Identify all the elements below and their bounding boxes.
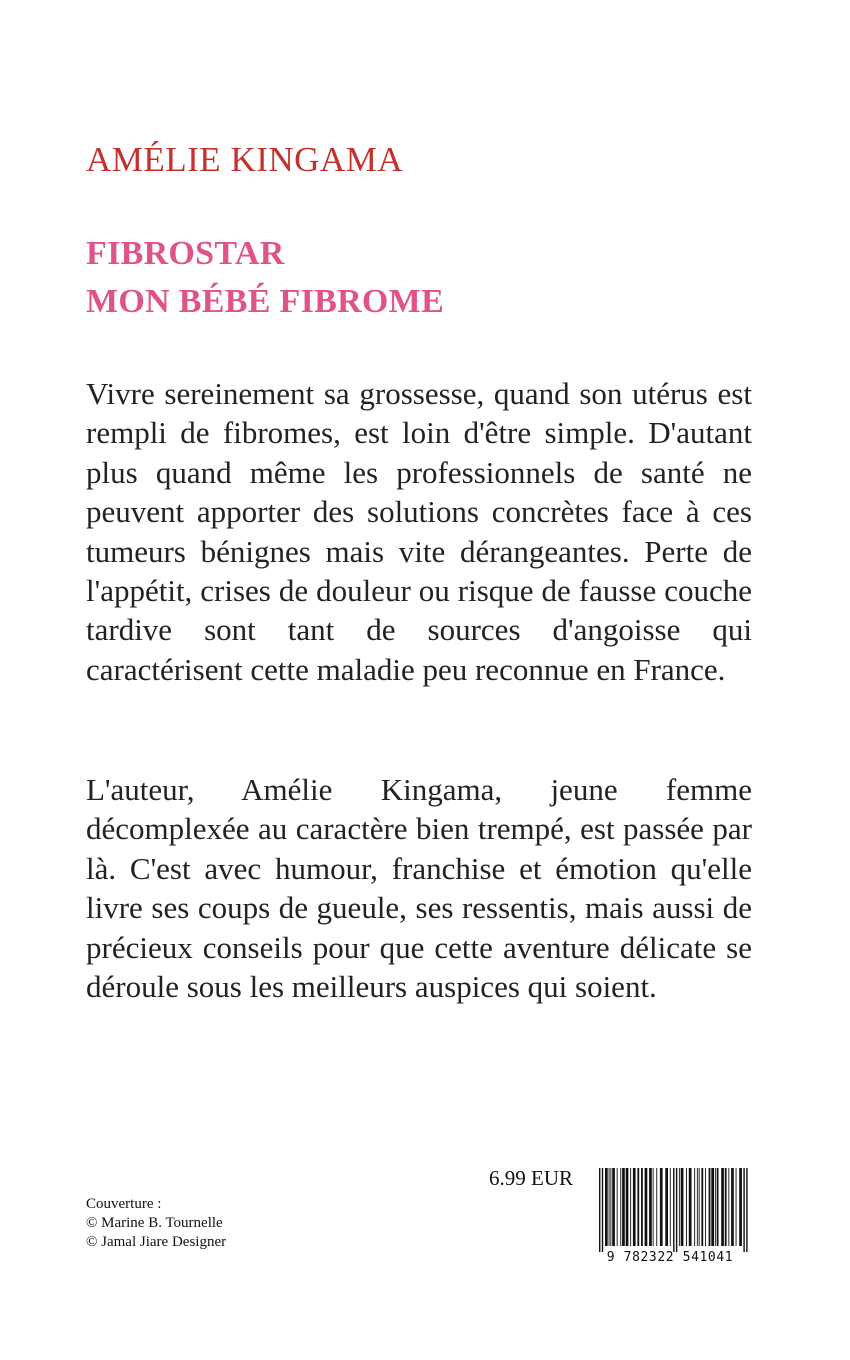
barcode-bar — [609, 1168, 610, 1246]
barcode-bar — [612, 1168, 615, 1246]
blurb-paragraph-2: L'auteur, Amélie Kingama, jeune femme décomplexée au caractère bien trempé, est passée par là. C'est avec humour, franchise et émotion qu'elle livre ses coups de gueule, ses ressentis, mais aussi de précieux conseils pour que cette aventure délicate se déroule sous les meilleurs auspices qui soient. — [86, 772, 752, 1005]
barcode-bar — [701, 1168, 703, 1246]
barcode-bar — [676, 1168, 677, 1252]
barcode-bar — [731, 1168, 734, 1246]
barcode-bar — [699, 1168, 700, 1246]
blurb-paragraph-1: Vivre sereinement sa grossesse, quand son utérus est rempli de fibromes, est loin d'être simple. D'autant plus quand même les professionnels de santé ne peuvent apporter des solutions concrètes face à ces tumeurs bénignes mais vite dérangeantes. Perte de l'appétit, crises de douleur ou risque de fausse couche tardive sont tant de sources d'angoisse qui caractérisent cette maladie peu reconnue en France. — [86, 376, 752, 687]
barcode-bar — [673, 1168, 674, 1252]
barcode-bar — [694, 1168, 695, 1246]
barcode-bar — [728, 1168, 729, 1246]
barcode-bar — [602, 1168, 603, 1252]
barcode-bar — [705, 1168, 706, 1246]
author-name: AMÉLIE KINGAMA — [86, 140, 404, 179]
barcode-bar — [681, 1168, 684, 1246]
barcode-bar — [660, 1168, 663, 1246]
barcode-bar — [620, 1168, 621, 1246]
barcode-bar — [686, 1168, 687, 1246]
book-title-line-2: MON BÉBÉ FIBROME — [86, 283, 445, 320]
barcode-bar — [717, 1168, 719, 1246]
barcode-graphic — [585, 1166, 755, 1264]
barcode-bar — [617, 1168, 618, 1246]
barcode-bar — [626, 1168, 629, 1246]
barcode-bar — [645, 1168, 648, 1246]
barcode-bar — [739, 1168, 742, 1246]
barcode-bar — [711, 1168, 714, 1246]
barcode-bar — [649, 1168, 652, 1246]
barcode-bar — [736, 1168, 737, 1246]
barcode-bar — [689, 1168, 692, 1246]
credit-line-2: © Jamal Jiare Designer — [86, 1234, 227, 1250]
isbn-digits: 9 782322 541041 — [606, 1250, 734, 1264]
barcode-bar — [641, 1168, 643, 1246]
barcode-bar — [656, 1168, 657, 1246]
barcode-bar — [743, 1168, 744, 1252]
barcode-bar — [653, 1168, 654, 1246]
barcode-bar — [725, 1168, 727, 1246]
barcode-bar — [665, 1168, 668, 1246]
barcode-bar — [637, 1168, 639, 1246]
price-label: 6.99 EUR — [489, 1166, 573, 1190]
barcode-bar — [599, 1168, 600, 1252]
book-title-line-1: FIBROSTAR — [86, 235, 285, 272]
isbn-barcode-icon — [585, 1166, 755, 1264]
barcode-bars — [599, 1168, 748, 1252]
barcode-bar — [605, 1168, 608, 1246]
barcode-bar — [630, 1168, 631, 1246]
barcode-bar — [670, 1168, 671, 1246]
barcode-bar — [709, 1168, 711, 1246]
barcode-bar — [633, 1168, 636, 1246]
barcode-bar — [715, 1168, 716, 1246]
barcode-bar — [721, 1168, 724, 1246]
credits-heading: Couverture : — [86, 1196, 162, 1212]
barcode-bar — [610, 1168, 611, 1246]
credit-line-1: © Marine B. Tournelle — [86, 1215, 223, 1231]
barcode-bar — [679, 1168, 680, 1246]
cover-credits — [86, 1195, 226, 1252]
barcode-bar — [697, 1168, 698, 1246]
barcode-bar — [622, 1168, 625, 1246]
barcode-bar — [746, 1168, 747, 1252]
